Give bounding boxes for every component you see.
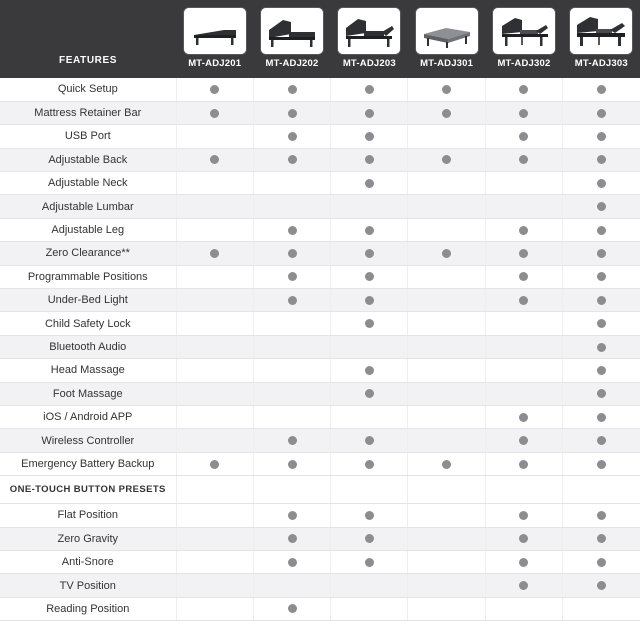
feature-included-dot-icon [519, 109, 528, 118]
feature-included-dot-icon [519, 511, 528, 520]
table-row [0, 101, 640, 124]
feature-availability-cell [563, 359, 640, 382]
table-row [0, 597, 640, 620]
feature-availability-cell [485, 312, 562, 335]
table-row [0, 242, 640, 265]
feature-availability-cell [253, 382, 330, 405]
section-spacer-cell [408, 476, 485, 504]
feature-availability-cell [253, 101, 330, 124]
feature-availability-cell [176, 335, 253, 358]
feature-availability-cell [176, 125, 253, 148]
feature-availability-cell [563, 78, 640, 101]
feature-included-dot-icon [365, 132, 374, 141]
feature-availability-cell [563, 101, 640, 124]
feature-included-dot-icon [442, 155, 451, 164]
feature-availability-cell [253, 527, 330, 550]
feature-availability-cell [253, 289, 330, 312]
feature-availability-cell [331, 101, 408, 124]
feature-included-dot-icon [597, 319, 606, 328]
feature-availability-cell [253, 78, 330, 101]
feature-availability-cell [563, 172, 640, 195]
feature-included-dot-icon [519, 581, 528, 590]
feature-included-dot-icon [597, 581, 606, 590]
feature-availability-cell [331, 504, 408, 527]
section-title: ONE-TOUCH BUTTON PRESETS [0, 476, 176, 504]
feature-availability-cell [331, 148, 408, 171]
feature-availability-cell [408, 405, 485, 428]
feature-availability-cell [485, 359, 562, 382]
feature-availability-cell [408, 597, 485, 620]
feature-availability-cell [485, 78, 562, 101]
table-row [0, 335, 640, 358]
feature-included-dot-icon [519, 132, 528, 141]
feature-availability-cell [408, 550, 485, 573]
feature-availability-cell [331, 382, 408, 405]
table-row [0, 550, 640, 573]
model-id-1: MT-ADJ201 [188, 58, 242, 69]
feature-included-dot-icon [288, 132, 297, 141]
feature-included-dot-icon [288, 460, 297, 469]
feature-availability-cell [563, 195, 640, 218]
table-body [0, 78, 640, 621]
table-row [0, 312, 640, 335]
feature-availability-cell [408, 172, 485, 195]
feature-included-dot-icon [288, 85, 297, 94]
feature-included-dot-icon [519, 413, 528, 422]
feature-availability-cell [563, 504, 640, 527]
feature-availability-cell [331, 265, 408, 288]
bed-head-raised-icon [261, 8, 323, 54]
feature-availability-cell [176, 550, 253, 573]
feature-availability-cell [408, 148, 485, 171]
feature-availability-cell [485, 265, 562, 288]
feature-included-dot-icon [597, 343, 606, 352]
model-column-header-6 [563, 0, 640, 78]
feature-label: Zero Clearance** [0, 242, 176, 265]
model-column-header-1 [176, 0, 253, 78]
feature-included-dot-icon [288, 558, 297, 567]
feature-availability-cell [253, 574, 330, 597]
feature-included-dot-icon [365, 109, 374, 118]
feature-included-dot-icon [288, 272, 297, 281]
bed-articulated-icon [493, 8, 555, 54]
feature-included-dot-icon [519, 272, 528, 281]
table-header-row [0, 0, 640, 78]
feature-availability-cell [408, 312, 485, 335]
feature-availability-cell [485, 429, 562, 452]
feature-label: Foot Massage [0, 382, 176, 405]
feature-included-dot-icon [597, 558, 606, 567]
feature-availability-cell [563, 382, 640, 405]
feature-availability-cell [331, 359, 408, 382]
model-column-header-4 [408, 0, 485, 78]
table-row [0, 359, 640, 382]
bed-frame-icon [416, 8, 478, 54]
table-row [0, 527, 640, 550]
feature-availability-cell [408, 452, 485, 475]
table-row [0, 148, 640, 171]
feature-availability-cell [408, 335, 485, 358]
feature-included-dot-icon [210, 85, 219, 94]
section-spacer-cell [253, 476, 330, 504]
feature-included-dot-icon [365, 272, 374, 281]
feature-availability-cell [331, 405, 408, 428]
feature-included-dot-icon [519, 85, 528, 94]
feature-availability-cell [331, 574, 408, 597]
feature-availability-cell [408, 101, 485, 124]
feature-availability-cell [563, 452, 640, 475]
feature-availability-cell [563, 335, 640, 358]
feature-included-dot-icon [365, 319, 374, 328]
feature-availability-cell [408, 359, 485, 382]
feature-included-dot-icon [597, 179, 606, 188]
feature-label: Reading Position [0, 597, 176, 620]
feature-availability-cell [485, 382, 562, 405]
feature-included-dot-icon [597, 366, 606, 375]
feature-label: iOS / Android APP [0, 405, 176, 428]
feature-included-dot-icon [597, 85, 606, 94]
feature-included-dot-icon [288, 511, 297, 520]
feature-availability-cell [176, 265, 253, 288]
feature-included-dot-icon [597, 155, 606, 164]
model-column-header-2 [253, 0, 330, 78]
feature-included-dot-icon [597, 272, 606, 281]
feature-included-dot-icon [519, 226, 528, 235]
feature-availability-cell [408, 429, 485, 452]
model-column-header-5 [485, 0, 562, 78]
feature-availability-cell [485, 101, 562, 124]
feature-availability-cell [331, 597, 408, 620]
feature-included-dot-icon [442, 109, 451, 118]
feature-label: Under-Bed Light [0, 289, 176, 312]
feature-included-dot-icon [288, 534, 297, 543]
feature-availability-cell [485, 550, 562, 573]
feature-included-dot-icon [519, 296, 528, 305]
feature-availability-cell [485, 504, 562, 527]
feature-included-dot-icon [365, 558, 374, 567]
feature-availability-cell [176, 574, 253, 597]
feature-availability-cell [331, 452, 408, 475]
feature-label: Zero Gravity [0, 527, 176, 550]
feature-included-dot-icon [597, 534, 606, 543]
table-row [0, 195, 640, 218]
feature-included-dot-icon [519, 249, 528, 258]
feature-availability-cell [253, 359, 330, 382]
feature-included-dot-icon [365, 226, 374, 235]
feature-availability-cell [485, 405, 562, 428]
bed-flat-icon [184, 8, 246, 54]
table-row [0, 78, 640, 101]
feature-label: Anti-Snore [0, 550, 176, 573]
model-id-4: MT-ADJ301 [420, 58, 474, 69]
feature-included-dot-icon [597, 202, 606, 211]
feature-included-dot-icon [442, 249, 451, 258]
table-row [0, 574, 640, 597]
feature-availability-cell [563, 125, 640, 148]
feature-label: Adjustable Leg [0, 218, 176, 241]
feature-included-dot-icon [597, 249, 606, 258]
feature-availability-cell [176, 359, 253, 382]
feature-included-dot-icon [519, 558, 528, 567]
feature-availability-cell [408, 289, 485, 312]
feature-label: Bluetooth Audio [0, 335, 176, 358]
feature-availability-cell [253, 597, 330, 620]
section-spacer-cell [485, 476, 562, 504]
feature-included-dot-icon [365, 179, 374, 188]
table-header [0, 0, 640, 78]
feature-availability-cell [408, 527, 485, 550]
feature-availability-cell [485, 125, 562, 148]
feature-included-dot-icon [365, 296, 374, 305]
feature-included-dot-icon [519, 460, 528, 469]
feature-label: Adjustable Lumbar [0, 195, 176, 218]
feature-availability-cell [253, 242, 330, 265]
features-column-header: FEATURES [0, 0, 176, 78]
model-id-6: MT-ADJ303 [574, 58, 628, 69]
feature-availability-cell [408, 265, 485, 288]
table-row [0, 125, 640, 148]
feature-included-dot-icon [365, 436, 374, 445]
feature-included-dot-icon [365, 460, 374, 469]
feature-included-dot-icon [365, 389, 374, 398]
feature-availability-cell [485, 335, 562, 358]
feature-label: Head Massage [0, 359, 176, 382]
feature-included-dot-icon [519, 155, 528, 164]
feature-availability-cell [253, 504, 330, 527]
feature-availability-cell [253, 452, 330, 475]
feature-availability-cell [563, 289, 640, 312]
feature-availability-cell [176, 597, 253, 620]
feature-availability-cell [331, 172, 408, 195]
feature-included-dot-icon [597, 511, 606, 520]
bed-zero-gravity-icon [570, 8, 632, 54]
feature-included-dot-icon [597, 296, 606, 305]
feature-availability-cell [176, 289, 253, 312]
feature-availability-cell [176, 405, 253, 428]
feature-included-dot-icon [365, 155, 374, 164]
feature-included-dot-icon [288, 226, 297, 235]
feature-availability-cell [485, 172, 562, 195]
feature-included-dot-icon [597, 389, 606, 398]
feature-availability-cell [176, 172, 253, 195]
feature-availability-cell [331, 218, 408, 241]
feature-availability-cell [408, 78, 485, 101]
feature-availability-cell [563, 429, 640, 452]
feature-label: Adjustable Neck [0, 172, 176, 195]
feature-included-dot-icon [597, 226, 606, 235]
feature-label: Programmable Positions [0, 265, 176, 288]
feature-availability-cell [331, 312, 408, 335]
model-id-5: MT-ADJ302 [497, 58, 551, 69]
table-row [0, 218, 640, 241]
feature-included-dot-icon [442, 85, 451, 94]
feature-availability-cell [563, 312, 640, 335]
feature-included-dot-icon [288, 296, 297, 305]
feature-availability-cell [485, 195, 562, 218]
feature-availability-cell [253, 312, 330, 335]
feature-availability-cell [563, 574, 640, 597]
section-spacer-cell [176, 476, 253, 504]
feature-availability-cell [253, 125, 330, 148]
model-column-header-3 [331, 0, 408, 78]
feature-availability-cell [176, 504, 253, 527]
feature-availability-cell [253, 429, 330, 452]
feature-availability-cell [485, 527, 562, 550]
table-row [0, 265, 640, 288]
feature-availability-cell [485, 597, 562, 620]
feature-availability-cell [408, 242, 485, 265]
feature-availability-cell [253, 195, 330, 218]
feature-included-dot-icon [288, 155, 297, 164]
feature-availability-cell [176, 195, 253, 218]
feature-availability-cell [253, 405, 330, 428]
table-row [0, 429, 640, 452]
feature-availability-cell [408, 504, 485, 527]
feature-availability-cell [331, 335, 408, 358]
feature-availability-cell [331, 289, 408, 312]
feature-included-dot-icon [597, 109, 606, 118]
feature-availability-cell [563, 148, 640, 171]
table-row [0, 452, 640, 475]
feature-label: USB Port [0, 125, 176, 148]
feature-availability-cell [253, 550, 330, 573]
feature-label: Mattress Retainer Bar [0, 101, 176, 124]
feature-availability-cell [176, 527, 253, 550]
feature-included-dot-icon [288, 604, 297, 613]
feature-availability-cell [176, 148, 253, 171]
feature-availability-cell [331, 125, 408, 148]
feature-availability-cell [176, 312, 253, 335]
feature-availability-cell [408, 574, 485, 597]
feature-availability-cell [331, 78, 408, 101]
feature-availability-cell [176, 382, 253, 405]
feature-availability-cell [485, 452, 562, 475]
feature-included-dot-icon [365, 366, 374, 375]
feature-included-dot-icon [442, 460, 451, 469]
feature-availability-cell [485, 148, 562, 171]
feature-included-dot-icon [210, 249, 219, 258]
feature-availability-cell [176, 429, 253, 452]
feature-availability-cell [563, 242, 640, 265]
feature-label: Quick Setup [0, 78, 176, 101]
table-row [0, 382, 640, 405]
feature-included-dot-icon [365, 85, 374, 94]
feature-included-dot-icon [210, 109, 219, 118]
feature-availability-cell [253, 218, 330, 241]
feature-included-dot-icon [288, 249, 297, 258]
feature-included-dot-icon [597, 132, 606, 141]
feature-included-dot-icon [365, 534, 374, 543]
feature-included-dot-icon [210, 460, 219, 469]
feature-included-dot-icon [597, 413, 606, 422]
feature-included-dot-icon [597, 460, 606, 469]
feature-included-dot-icon [365, 249, 374, 258]
feature-availability-cell [485, 574, 562, 597]
feature-included-dot-icon [519, 436, 528, 445]
feature-availability-cell [563, 265, 640, 288]
feature-availability-cell [331, 242, 408, 265]
feature-availability-cell [408, 218, 485, 241]
feature-label: Flat Position [0, 504, 176, 527]
feature-included-dot-icon [519, 534, 528, 543]
feature-availability-cell [176, 452, 253, 475]
feature-availability-cell [253, 265, 330, 288]
feature-availability-cell [408, 125, 485, 148]
feature-label: Child Safety Lock [0, 312, 176, 335]
section-spacer-cell [331, 476, 408, 504]
feature-availability-cell [253, 148, 330, 171]
feature-availability-cell [331, 195, 408, 218]
feature-availability-cell [331, 550, 408, 573]
feature-availability-cell [563, 218, 640, 241]
feature-included-dot-icon [288, 436, 297, 445]
feature-availability-cell [331, 527, 408, 550]
feature-availability-cell [253, 172, 330, 195]
feature-availability-cell [563, 550, 640, 573]
feature-label: TV Position [0, 574, 176, 597]
section-spacer-cell [563, 476, 640, 504]
feature-availability-cell [485, 289, 562, 312]
section-header-row [0, 476, 640, 504]
feature-availability-cell [408, 382, 485, 405]
feature-label: Adjustable Back [0, 148, 176, 171]
feature-availability-cell [563, 405, 640, 428]
feature-included-dot-icon [597, 436, 606, 445]
feature-availability-cell [485, 242, 562, 265]
feature-availability-cell [563, 527, 640, 550]
table-row [0, 172, 640, 195]
model-id-2: MT-ADJ202 [265, 58, 319, 69]
feature-availability-cell [253, 335, 330, 358]
feature-included-dot-icon [210, 155, 219, 164]
feature-availability-cell [408, 195, 485, 218]
feature-label: Emergency Battery Backup [0, 452, 176, 475]
bed-head-foot-raised-icon [338, 8, 400, 54]
feature-label: Wireless Controller [0, 429, 176, 452]
feature-availability-cell [331, 429, 408, 452]
table-row [0, 289, 640, 312]
feature-availability-cell [563, 597, 640, 620]
feature-availability-cell [176, 218, 253, 241]
feature-availability-cell [176, 101, 253, 124]
feature-availability-cell [176, 78, 253, 101]
feature-included-dot-icon [288, 109, 297, 118]
feature-included-dot-icon [365, 511, 374, 520]
table-row [0, 504, 640, 527]
feature-availability-cell [485, 218, 562, 241]
model-id-3: MT-ADJ203 [342, 58, 396, 69]
table-row [0, 405, 640, 428]
feature-availability-cell [176, 242, 253, 265]
